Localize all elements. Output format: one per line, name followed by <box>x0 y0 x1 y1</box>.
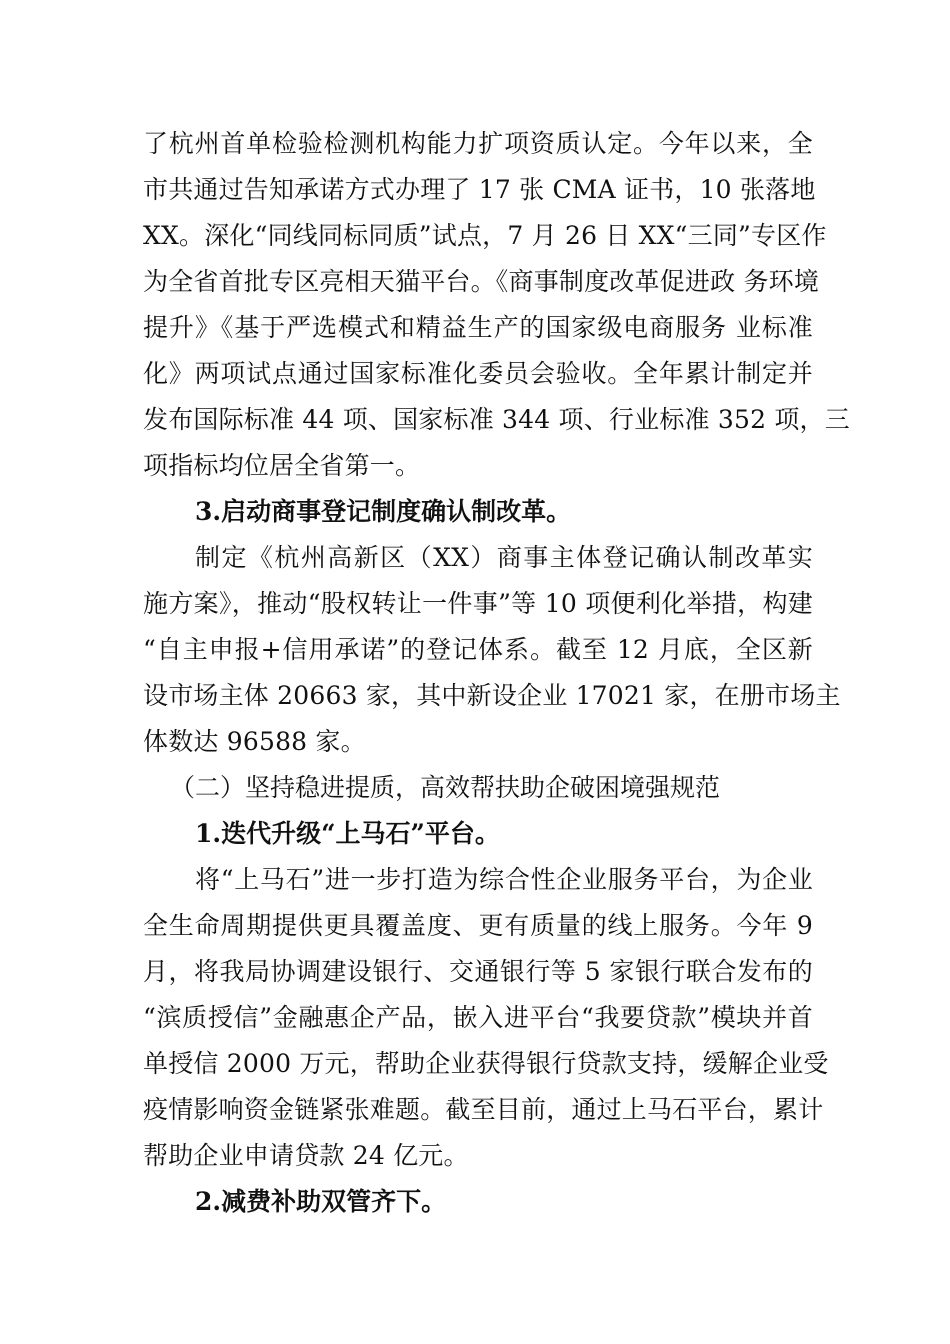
para3-line-1: 将“上马石”进一步打造为综合性企业服务平台，为企业 <box>195 865 813 894</box>
para1-line-4: 为全省首批专区亮相天猫平台。《商事制度改革促进政 务环境 <box>143 267 820 296</box>
section-heading-2: （二）坚持稳进提质，高效帮扶助企破困境强规范 <box>170 773 721 802</box>
para1-line-1: 了杭州首单检验检测机构能力扩项资质认定。今年以来，全 <box>143 129 813 158</box>
para3-line-5: 单授信 2000 万元，帮助企业获得银行贷款支持，缓解企业受 <box>143 1049 829 1078</box>
para2-line-2: 施方案》，推动“股权转让一件事”等 10 项便利化举措，构建 <box>143 589 813 618</box>
subsection-heading-2: 2.减费补助双管齐下。 <box>195 1187 447 1216</box>
para2-line-5: 体数达 96588 家。 <box>143 727 366 756</box>
para2-line-4: 设市场主体 20663 家，其中新设企业 17021 家，在册市场主 <box>143 681 841 710</box>
para3-line-7: 帮助企业申请贷款 24 亿元。 <box>143 1141 469 1170</box>
para1-line-7: 发布国际标准 44 项、国家标准 344 项、行业标准 352 项，三 <box>143 405 850 434</box>
subsection-heading-3: 3.启动商事登记制度确认制改革。 <box>195 497 572 526</box>
para1-line-2: 市共通过告知承诺方式办理了 17 张 CMA 证书，10 张落地 <box>143 175 816 204</box>
para2-line-1: 制定《杭州高新区（XX）商事主体登记确认制改革实 <box>195 543 813 572</box>
para3-line-4: “滨质授信”金融惠企产品，嵌入进平台“我要贷款”模块并首 <box>143 1003 813 1032</box>
para1-line-5: 提升》《基于严选模式和精益生产的国家级电商服务 业标准 <box>143 313 813 342</box>
para1-line-3: XX。深化“同线同标同质”试点，7 月 26 日 XX“三同”专区作 <box>143 221 827 250</box>
subsection-heading-1: 1.迭代升级“上马石”平台。 <box>195 819 500 848</box>
para2-line-3: “自主申报+信用承诺”的登记体系。截至 12 月底，全区新 <box>143 635 813 664</box>
para1-line-8: 项指标均位居全省第一。 <box>143 451 421 480</box>
para3-line-6: 疫情影响资金链紧张难题。截至目前，通过上马石平台，累计 <box>143 1095 824 1124</box>
para3-line-3: 月，将我局协调建设银行、交通银行等 5 家银行联合发布的 <box>143 957 813 986</box>
para1-line-6: 化》两项试点通过国家标准化委员会验收。全年累计制定并 <box>143 359 813 388</box>
para3-line-2: 全生命周期提供更具覆盖度、更有质量的线上服务。今年 9 <box>143 911 813 940</box>
